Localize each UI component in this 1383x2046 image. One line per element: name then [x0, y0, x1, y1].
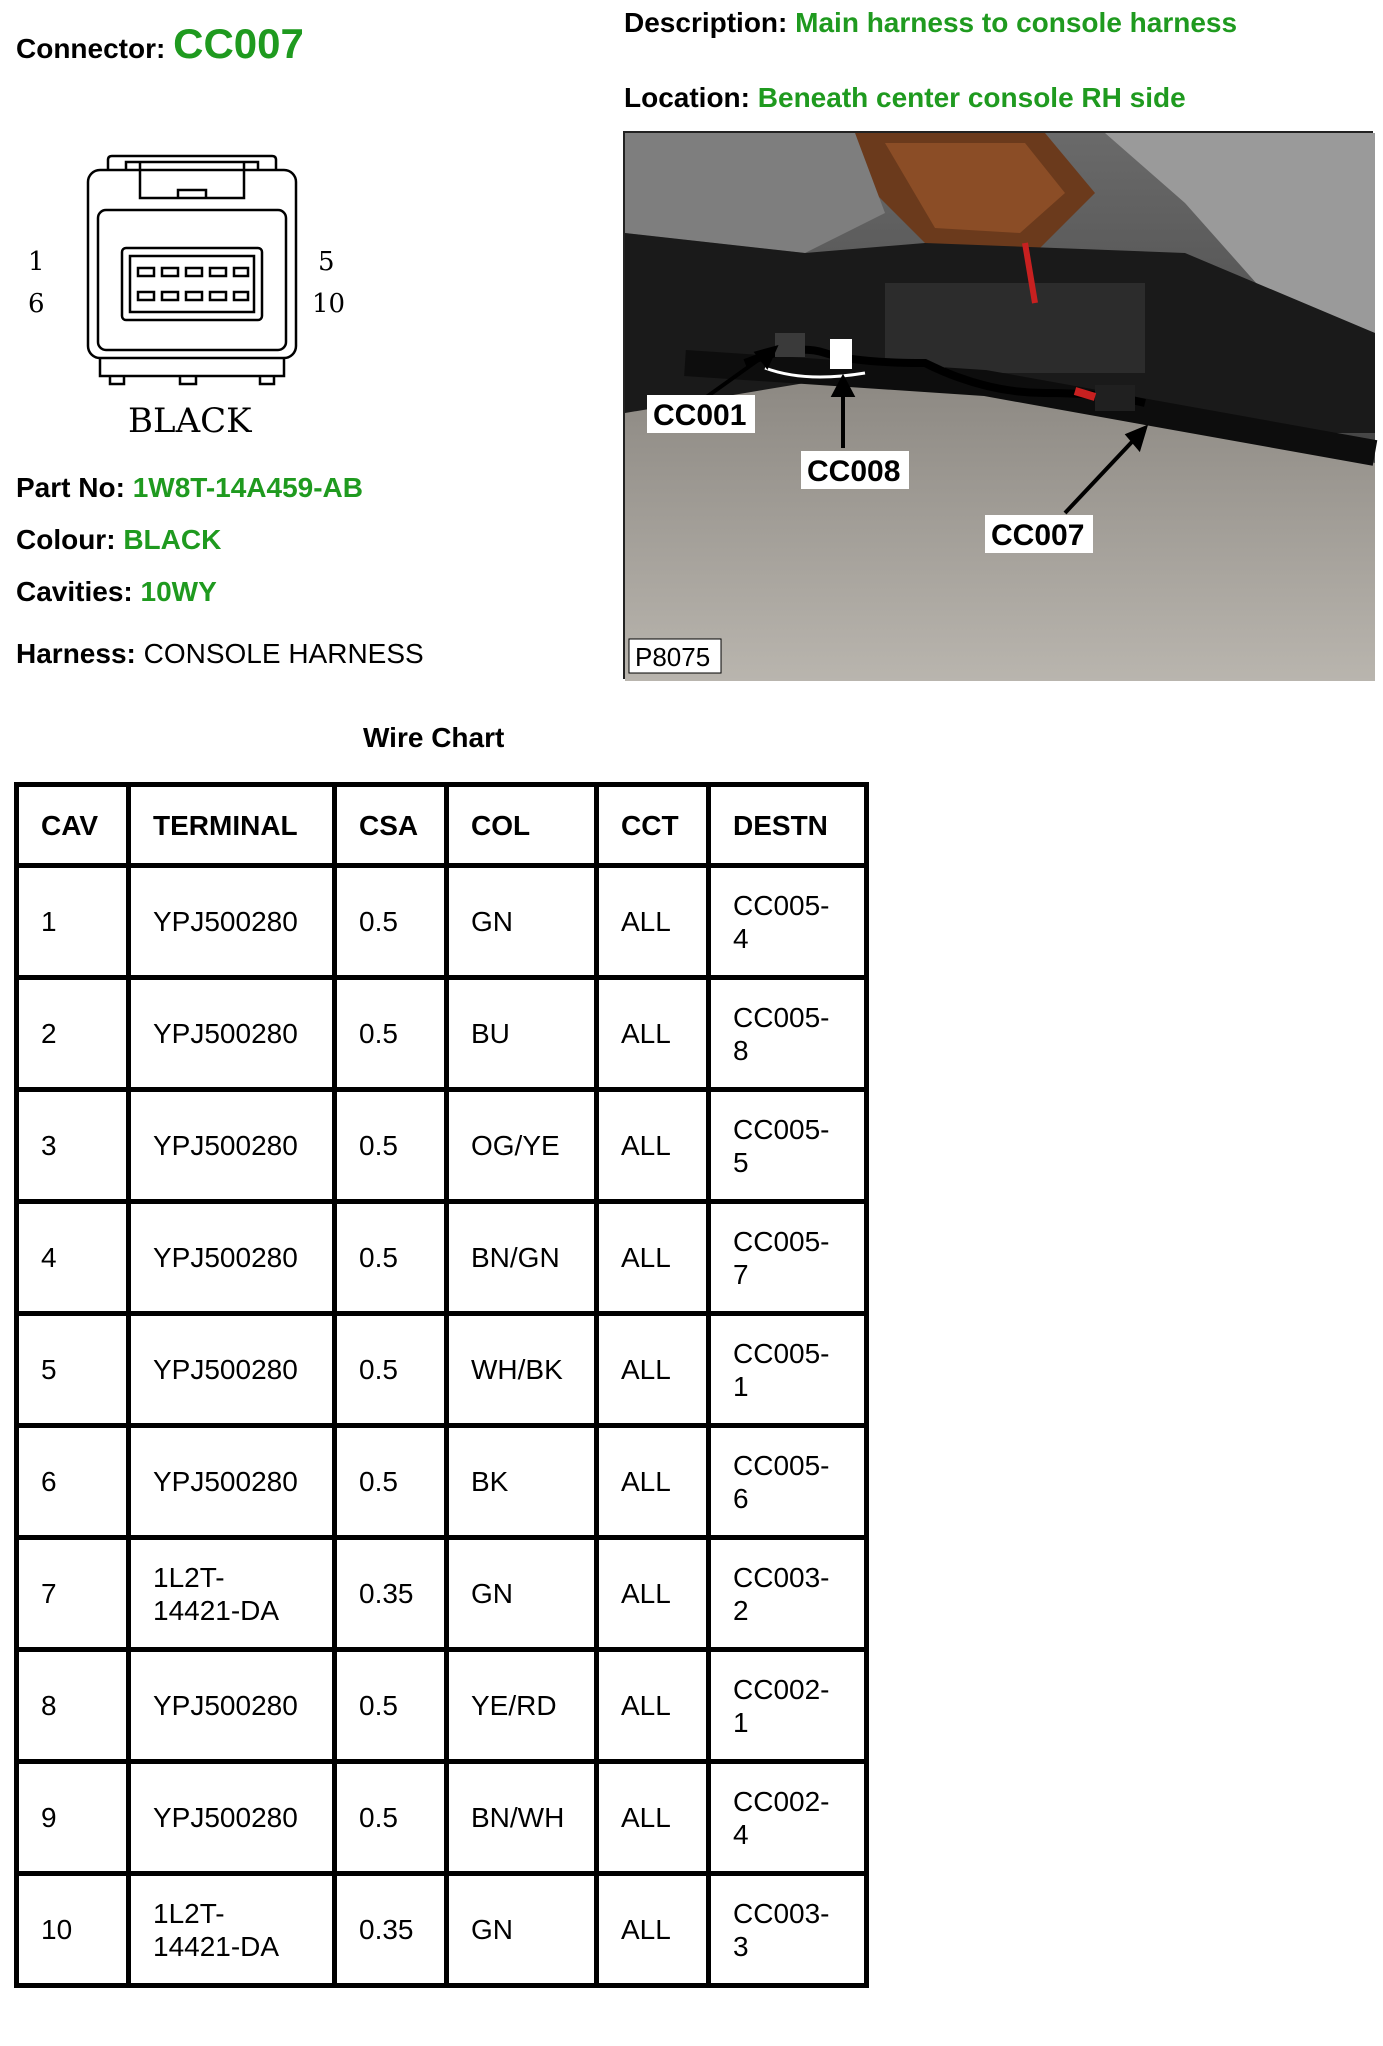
wire-chart-table	[14, 782, 869, 1988]
cell-destn: CC002-1	[709, 1650, 867, 1762]
cell-cct: ALL	[597, 1314, 709, 1426]
cell-csa: 0.35	[335, 1874, 447, 1986]
cell-csa: 0.5	[335, 1650, 447, 1762]
harness-label: Harness:	[16, 638, 136, 669]
pin-5-label: 5	[318, 247, 335, 277]
cell-col: OG/YE	[447, 1090, 597, 1202]
cell-cav: 8	[17, 1650, 129, 1762]
table-row	[17, 1874, 867, 1986]
cell-col: BN/WH	[447, 1762, 597, 1874]
connector-label: Connector:	[16, 33, 166, 64]
cell-cav: 2	[17, 978, 129, 1090]
callout-cc007: CC007	[991, 519, 1085, 552]
cell-col: BU	[447, 978, 597, 1090]
header-destn: DESTN	[709, 785, 867, 866]
cell-col: WH/BK	[447, 1314, 597, 1426]
cell-terminal: YPJ500280	[129, 866, 335, 978]
cell-destn: CC003-3	[709, 1874, 867, 1986]
header-terminal: TERMINAL	[129, 785, 335, 866]
cell-csa: 0.5	[335, 1314, 447, 1426]
callout-cc001: CC001	[653, 399, 747, 432]
cell-destn: CC002-4	[709, 1762, 867, 1874]
cell-terminal: YPJ500280	[129, 1202, 335, 1314]
cell-csa: 0.5	[335, 1090, 447, 1202]
location-label: Location:	[624, 82, 750, 113]
harness-value: CONSOLE HARNESS	[143, 638, 424, 669]
colour-value: BLACK	[123, 524, 222, 555]
location-photo	[623, 131, 1373, 679]
cell-csa: 0.5	[335, 1762, 447, 1874]
part-number-value: 1W8T-14A459-AB	[132, 472, 363, 503]
cavities-value: 10WY	[140, 576, 217, 607]
description-label: Description:	[624, 7, 788, 38]
cell-cct: ALL	[597, 1762, 709, 1874]
table-row	[17, 1090, 867, 1202]
table-row	[17, 866, 867, 978]
cell-cct: ALL	[597, 978, 709, 1090]
cell-destn: CC005-8	[709, 978, 867, 1090]
cell-terminal: YPJ500280	[129, 978, 335, 1090]
cell-terminal: 1L2T-14421-DA	[129, 1538, 335, 1650]
cell-terminal: YPJ500280	[129, 1090, 335, 1202]
table-row	[17, 978, 867, 1090]
connector-face-diagram	[28, 150, 346, 450]
cell-cav: 4	[17, 1202, 129, 1314]
table-row	[17, 1650, 867, 1762]
table-row	[17, 1426, 867, 1538]
description	[624, 6, 1344, 40]
header-csa: CSA	[335, 785, 447, 866]
harness	[16, 638, 424, 670]
cell-csa: 0.5	[335, 1202, 447, 1314]
cell-cct: ALL	[597, 1426, 709, 1538]
cell-cav: 5	[17, 1314, 129, 1426]
cell-col: GN	[447, 1874, 597, 1986]
cell-col: YE/RD	[447, 1650, 597, 1762]
cell-csa: 0.5	[335, 978, 447, 1090]
cell-terminal: YPJ500280	[129, 1426, 335, 1538]
location-value: Beneath center console RH side	[757, 82, 1186, 113]
part-number-label: Part No:	[16, 472, 125, 503]
cell-col: GN	[447, 866, 597, 978]
cell-destn: CC003-2	[709, 1538, 867, 1650]
cell-cct: ALL	[597, 1090, 709, 1202]
pin-10-label: 10	[312, 289, 346, 319]
cell-cct: ALL	[597, 1650, 709, 1762]
cell-terminal: YPJ500280	[129, 1762, 335, 1874]
cell-col: BN/GN	[447, 1202, 597, 1314]
cell-cav: 1	[17, 866, 129, 978]
cell-destn: CC005-6	[709, 1426, 867, 1538]
pin-6-label: 6	[28, 289, 45, 319]
photo-ref: P8075	[635, 642, 711, 672]
cell-col: BK	[447, 1426, 597, 1538]
cavities	[16, 576, 217, 608]
cell-terminal: YPJ500280	[129, 1314, 335, 1426]
cell-csa: 0.5	[335, 866, 447, 978]
cell-cct: ALL	[597, 1538, 709, 1650]
header-cct: CCT	[597, 785, 709, 866]
table-row	[17, 1538, 867, 1650]
cell-csa: 0.5	[335, 1426, 447, 1538]
table-row	[17, 1202, 867, 1314]
cell-cct: ALL	[597, 1202, 709, 1314]
cell-cav: 3	[17, 1090, 129, 1202]
cell-col: GN	[447, 1538, 597, 1650]
colour-label: Colour:	[16, 524, 116, 555]
wire-chart-title: Wire Chart	[363, 722, 505, 753]
cell-destn: CC005-7	[709, 1202, 867, 1314]
cell-csa: 0.35	[335, 1538, 447, 1650]
connector-heading	[16, 20, 304, 68]
colour	[16, 524, 221, 556]
table-header-row	[17, 785, 867, 866]
table-row	[17, 1314, 867, 1426]
cell-terminal: YPJ500280	[129, 1650, 335, 1762]
cell-cct: ALL	[597, 866, 709, 978]
table-row	[17, 1762, 867, 1874]
cell-cav: 9	[17, 1762, 129, 1874]
cell-destn: CC005-4	[709, 866, 867, 978]
location	[624, 82, 1186, 114]
cell-destn: CC005-1	[709, 1314, 867, 1426]
cell-cav: 6	[17, 1426, 129, 1538]
cell-destn: CC005-5	[709, 1090, 867, 1202]
pin-1-label: 1	[28, 247, 45, 277]
callout-cc008: CC008	[807, 455, 901, 488]
part-number	[16, 472, 363, 504]
header-cav: CAV	[17, 785, 129, 866]
header-col: COL	[447, 785, 597, 866]
cell-cav: 7	[17, 1538, 129, 1650]
cell-cct: ALL	[597, 1874, 709, 1986]
cell-cav: 10	[17, 1874, 129, 1986]
cell-terminal: 1L2T-14421-DA	[129, 1874, 335, 1986]
connector-id: CC007	[173, 20, 304, 67]
description-value: Main harness to console harness	[795, 7, 1238, 38]
diagram-color-label: BLACK	[128, 401, 252, 441]
cavities-label: Cavities:	[16, 576, 133, 607]
